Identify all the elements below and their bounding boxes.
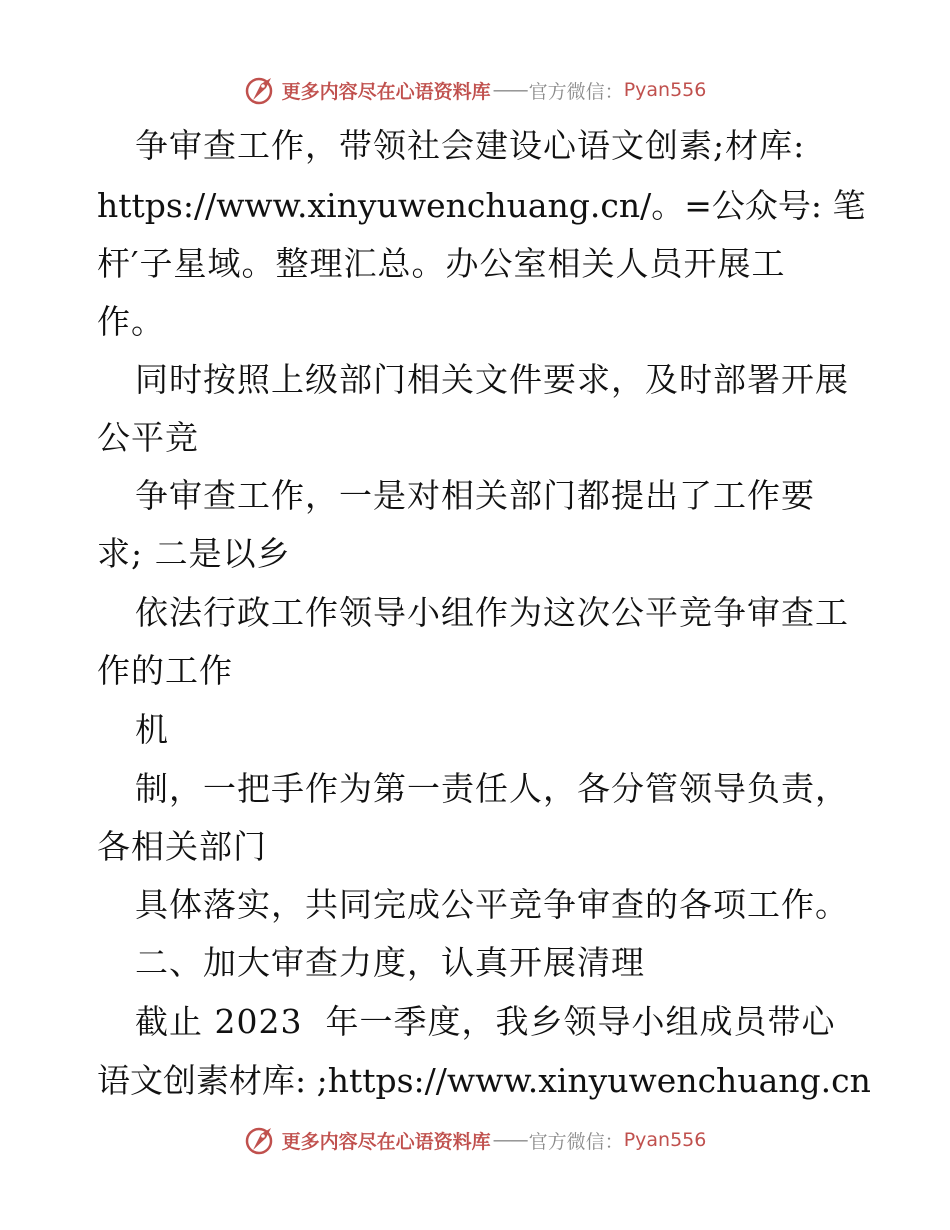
banner-wechat-label: 官方微信： bbox=[528, 80, 624, 103]
banner-separator: —— bbox=[492, 1129, 527, 1151]
body-line: 争审查工作，带领社会建设心语文创素;材库: bbox=[135, 126, 806, 165]
body-line: 各相关部门 bbox=[97, 827, 267, 866]
banner-wechat-handle: Pyan556 bbox=[623, 79, 707, 101]
body-line: 争审查工作，一是对相关部门都提出了工作要 bbox=[135, 476, 815, 515]
body-line: 制，一把手作为第一责任人，各分管领导负责， bbox=[135, 769, 849, 808]
body-line: 具体落实，共同完成公平竞争审查的各项工作。 bbox=[135, 885, 849, 924]
footer-watermark-banner bbox=[0, 1120, 950, 1160]
body-line: 作。 bbox=[97, 302, 165, 341]
body-line: 求; 二是以乡 bbox=[97, 534, 291, 573]
body-line: https://www.xinyuwenchuang.cn/。=公众号: 笔 bbox=[97, 186, 866, 225]
pen-nib-icon bbox=[244, 1124, 276, 1156]
banner-wechat-handle: Pyan556 bbox=[623, 1129, 707, 1151]
body-line: 作的工作 bbox=[97, 651, 233, 690]
banner-wechat-label: 官方微信： bbox=[528, 1130, 624, 1153]
body-line: 依法行政工作领导小组作为这次公平竞争审查工 bbox=[135, 593, 849, 632]
banner-separator: —— bbox=[492, 79, 527, 101]
body-line: 同时按照上级部门相关文件要求，及时部署开展 bbox=[135, 360, 849, 399]
body-line: 公平竞 bbox=[97, 418, 199, 457]
body-line: 二、加大审查力度，认真开展清理 bbox=[135, 943, 645, 982]
body-line: 截止 2023 年一季度，我乡领导小组成员带心 bbox=[135, 1002, 836, 1041]
banner-brand-text: 更多内容尽在心语资料库 bbox=[281, 1130, 491, 1153]
body-line: 杆′子星域。整理汇总。办公室相关人员开展工 bbox=[97, 244, 786, 283]
banner-brand-text: 更多内容尽在心语资料库 bbox=[281, 80, 491, 103]
body-line: 机 bbox=[135, 710, 169, 749]
body-line: 语文创素材库: ;https://www.xinyuwenchuang.cn bbox=[97, 1061, 871, 1100]
